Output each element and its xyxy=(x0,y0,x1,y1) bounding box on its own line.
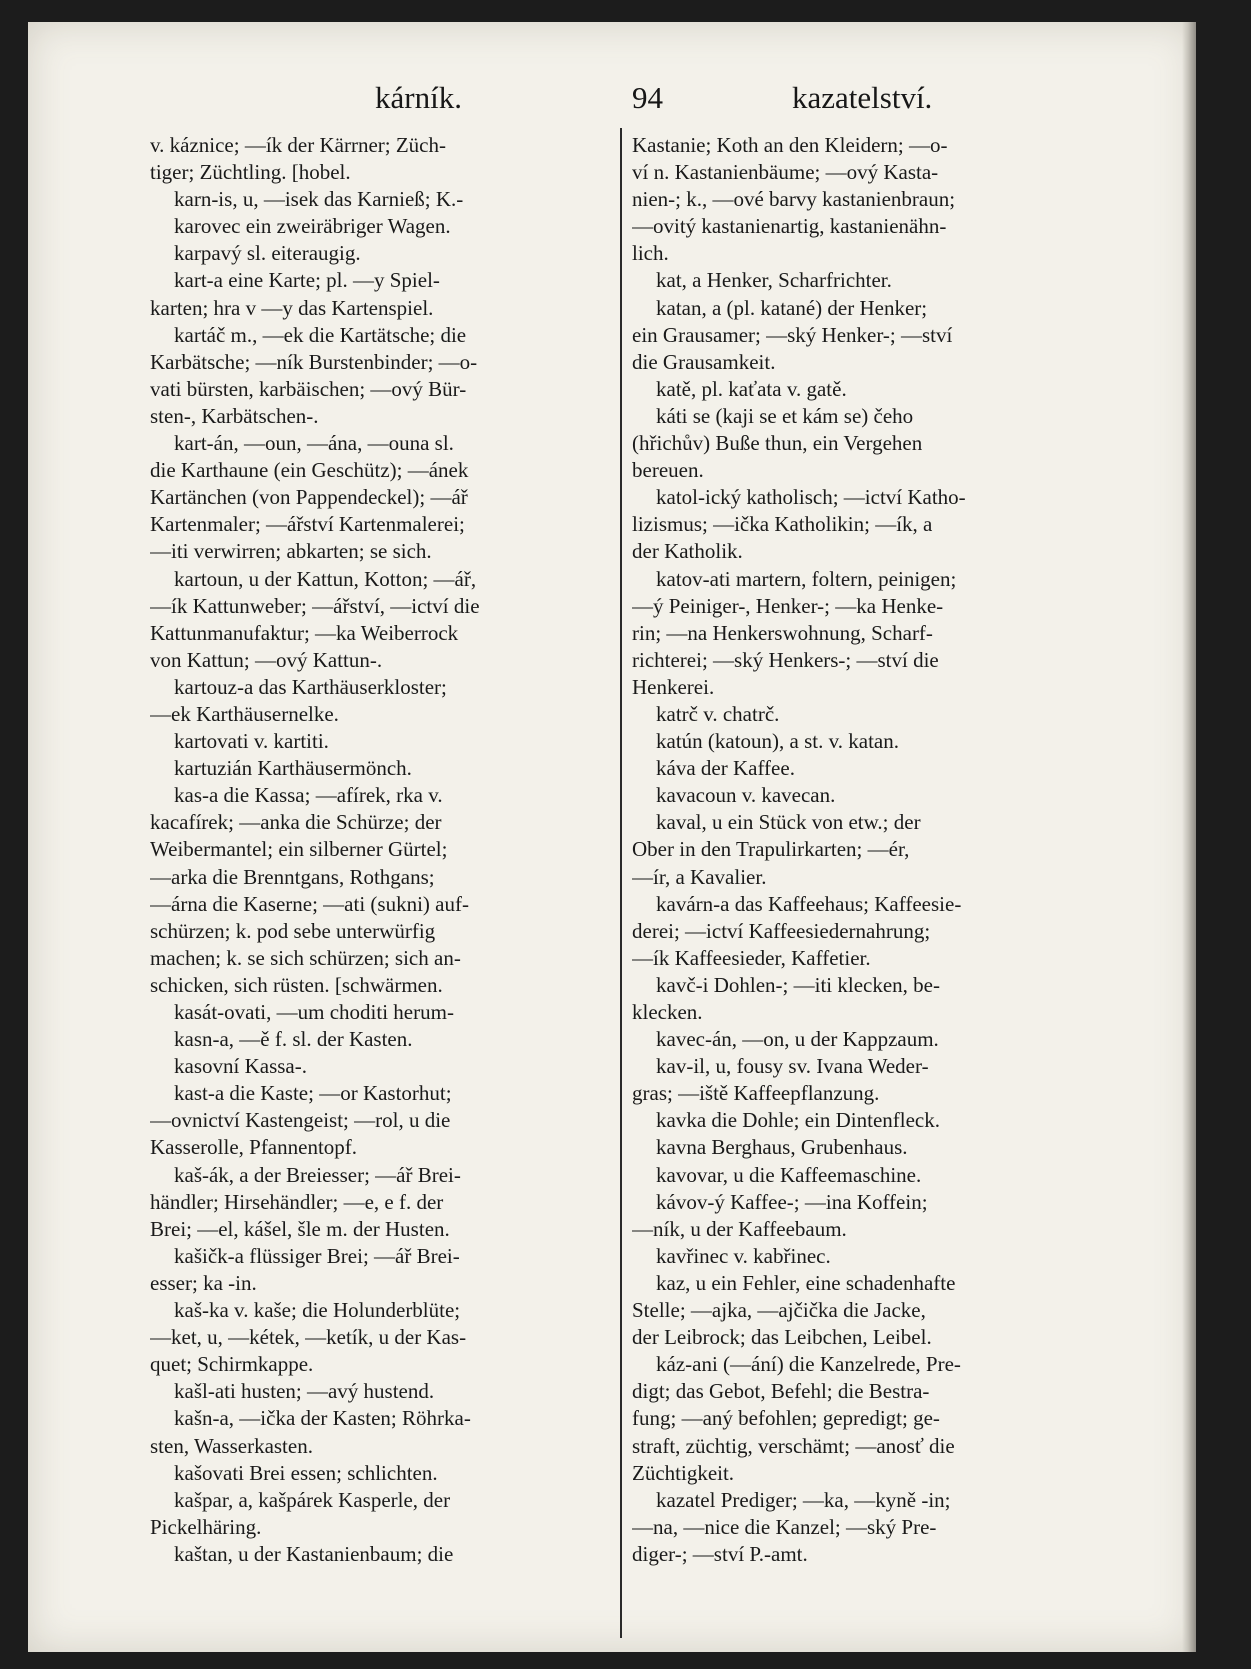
dictionary-line: v. káznice; —ík der Kärrner; Züch- xyxy=(150,133,446,157)
page-number: 94 xyxy=(632,80,663,115)
dictionary-line: kavřinec v. kabřinec. xyxy=(656,1243,831,1268)
dictionary-line: —ovnictví Kastengeist; —rol, u die xyxy=(150,1108,451,1133)
header-last-word: kazatelství. xyxy=(792,80,933,115)
dictionary-line: Kartenmaler; —ářství Kartenmalerei; xyxy=(150,512,465,537)
dictionary-line: die Karthaune (ein Geschütz); —ánek xyxy=(150,458,469,483)
column-divider xyxy=(620,128,622,1638)
dictionary-line: kavárn-a das Kaffeehaus; Kaffeesie- xyxy=(656,891,962,916)
dictionary-line: kasovní Kassa-. xyxy=(174,1054,307,1079)
dictionary-line: (hřichův) Buße thun, ein Vergehen xyxy=(632,431,923,456)
dictionary-line: kavč-i Dohlen-; —iti klecken, be- xyxy=(656,972,940,997)
dictionary-line: Kartänchen (von Pappendeckel); —ář xyxy=(150,485,468,510)
dictionary-line: karpavý sl. eiteraugig. xyxy=(174,241,361,266)
dictionary-line: Stelle; —ajka, —ajčička die Jacke, xyxy=(632,1298,926,1323)
dictionary-line: karten; hra v —y das Kartenspiel. xyxy=(150,295,434,320)
dictionary-line: die Grausamkeit. xyxy=(632,349,776,374)
dictionary-line: kašičk-a flüssiger Brei; —ář Brei- xyxy=(174,1243,460,1268)
dictionary-line: kartáč m., —ek die Kartätsche; die xyxy=(174,322,467,347)
dictionary-line: kašn-a, —ička der Kasten; Röhrka- xyxy=(174,1406,471,1431)
dictionary-line: ein Grausamer; —ský Henker-; —ství xyxy=(632,322,953,347)
dictionary-line: —arka die Brenntgans, Rothgans; xyxy=(150,864,435,889)
dictionary-line: kasn-a, —ě f. sl. der Kasten. xyxy=(174,1027,413,1052)
dictionary-line: Ober in den Trapulirkarten; —ér, xyxy=(632,837,910,862)
dictionary-line: esser; ka -in. xyxy=(150,1270,257,1295)
dictionary-line: Kastanie; Koth an den Kleidern; —o- xyxy=(632,133,948,157)
dictionary-line: kaz, u ein Fehler, eine schadenhafte xyxy=(656,1270,956,1295)
dictionary-line: schürzen; k. pod sebe unterwürfig xyxy=(150,918,436,943)
dictionary-line: karovec ein zweiräbriger Wagen. xyxy=(174,214,451,239)
dictionary-line: kartuzián Karthäusermönch. xyxy=(174,756,412,781)
dictionary-line: ví n. Kastanienbäume; —ový Kasta- xyxy=(632,160,939,185)
dictionary-line: lich. xyxy=(632,241,669,266)
dictionary-line: klecken. xyxy=(632,1000,703,1024)
dictionary-line: vati bürsten, karbäischen; —ový Bür- xyxy=(150,376,467,401)
dictionary-line: —ek Karthäusernelke. xyxy=(150,701,339,726)
dictionary-line: káz-ani (—ání) die Kanzelrede, Pre- xyxy=(656,1352,961,1377)
dictionary-line: —ý Peiniger-, Henker-; —ka Henke- xyxy=(632,593,944,618)
dictionary-line: Henkerei. xyxy=(632,674,715,699)
dictionary-line: katún (katoun), a st. v. katan. xyxy=(656,729,899,754)
dictionary-line: sten, Wasserkasten. xyxy=(150,1433,313,1458)
dictionary-line: kavec-án, —on, u der Kappzaum. xyxy=(656,1027,939,1052)
dictionary-line: kašpar, a, kašpárek Kasperle, der xyxy=(174,1487,451,1512)
header-first-word: kárník. xyxy=(375,80,462,115)
dictionary-line: Weibermantel; ein silberner Gürtel; xyxy=(150,837,448,862)
dictionary-line: Kasserolle, Pfannentopf. xyxy=(150,1135,358,1160)
dictionary-line: Pickelhäring. xyxy=(150,1514,262,1539)
dictionary-line: kart-a eine Karte; pl. —y Spiel- xyxy=(174,268,440,293)
dictionary-line: kaš-ka v. kaše; die Holunderblüte; xyxy=(174,1298,461,1323)
dictionary-line: fung; —aný befohlen; gepredigt; ge- xyxy=(632,1406,940,1431)
dictionary-line: diger-; —ství P.-amt. xyxy=(632,1541,808,1566)
dictionary-line: kat, a Henker, Scharfrichter. xyxy=(656,268,892,293)
dictionary-line: kast-a die Kaste; —or Kastorhut; xyxy=(174,1081,452,1106)
dictionary-line: schicken, sich rüsten. [schwärmen. xyxy=(150,972,443,997)
dictionary-line: katov-ati martern, foltern, peinigen; xyxy=(656,566,957,591)
dictionary-line: kartoun, u der Kattun, Kotton; —ář, xyxy=(174,566,477,591)
dictionary-line: —ník, u der Kaffeebaum. xyxy=(632,1216,847,1241)
dictionary-line: straft, züchtig, verschämt; —anosť die xyxy=(632,1433,955,1458)
dictionary-line: kavka die Dohle; ein Dintenfleck. xyxy=(656,1108,940,1133)
dictionary-line: quet; Schirmkappe. xyxy=(150,1352,314,1377)
dictionary-line: kávov-ý Kaffee-; —ina Koffein; xyxy=(656,1189,928,1214)
dictionary-line: kas-a die Kassa; —afírek, rka v. xyxy=(174,783,443,808)
dictionary-line: —ír, a Kavalier. xyxy=(632,864,767,889)
dictionary-line: katě, pl. kaťata v. gatě. xyxy=(656,376,847,401)
dictionary-line: von Kattun; —ový Kattun-. xyxy=(150,647,383,672)
dictionary-line: händler; Hirsehändler; —e, e f. der xyxy=(150,1189,444,1214)
dictionary-line: kašovati Brei essen; schlichten. xyxy=(174,1460,438,1485)
dictionary-line: kavovar, u die Kaffeemaschine. xyxy=(656,1162,922,1187)
dictionary-line: bereuen. xyxy=(632,458,704,483)
dictionary-line: —ovitý kastanienartig, kastanienähn- xyxy=(632,214,947,239)
dictionary-line: —iti verwirren; abkarten; se sich. xyxy=(150,539,432,564)
page-edge-shadow xyxy=(1182,22,1196,1652)
dictionary-line: káva der Kaffee. xyxy=(656,756,795,781)
dictionary-line: kaval, u ein Stück von etw.; der xyxy=(656,810,921,835)
dictionary-line: kart-án, —oun, —ána, —ouna sl. xyxy=(174,431,454,456)
dictionary-line: —na, —nice die Kanzel; —ský Pre- xyxy=(632,1514,937,1539)
dictionary-line: karn-is, u, —isek das Karnieß; K.- xyxy=(174,187,464,212)
page-header xyxy=(140,60,1140,130)
dictionary-line: derei; —ictví Kaffeesiedernahrung; xyxy=(632,918,931,943)
dictionary-line: digt; das Gebot, Befehl; die Bestra- xyxy=(632,1379,930,1404)
dictionary-line: kasát-ovati, —um choditi herum- xyxy=(174,1000,454,1024)
dictionary-line: kašl-ati husten; —avý hustend. xyxy=(174,1379,435,1404)
dictionary-line: Karbätsche; —ník Burstenbinder; —o- xyxy=(150,349,478,374)
dictionary-line: tiger; Züchtling. [hobel. xyxy=(150,160,351,185)
dictionary-line: der Katholik. xyxy=(632,539,743,564)
dictionary-line: gras; —iště Kaffeepflanzung. xyxy=(632,1081,880,1106)
dictionary-line: kavna Berghaus, Grubenhaus. xyxy=(656,1135,908,1160)
dictionary-line: —ík Kattunweber; —ářství, —ictví die xyxy=(150,593,480,618)
dictionary-line: kacafírek; —anka die Schürze; der xyxy=(150,810,442,835)
dictionary-line: Brei; —el, kášel, šle m. der Husten. xyxy=(150,1216,450,1241)
dictionary-line: kartovati v. kartiti. xyxy=(174,729,329,754)
dictionary-line: katan, a (pl. katané) der Henker; xyxy=(656,295,928,320)
dictionary-line: rin; —na Henkerswohnung, Scharf- xyxy=(632,620,933,645)
dictionary-line: der Leibrock; das Leibchen, Leibel. xyxy=(632,1325,932,1350)
dictionary-line: richterei; —ský Henkers-; —ství die xyxy=(632,647,939,672)
dictionary-line: sten-, Karbätschen-. xyxy=(150,403,319,428)
dictionary-line: —ket, u, —kétek, —ketík, u der Kas- xyxy=(150,1325,467,1350)
dictionary-line: kazatel Prediger; —ka, —kyně -in; xyxy=(656,1487,951,1512)
dictionary-line: nien-; k., —ové barvy kastanienbraun; xyxy=(632,187,956,212)
dictionary-line: katol-ický katholisch; —ictví Katho- xyxy=(656,485,966,510)
dictionary-line: —árna die Kaserne; —ati (sukni) auf- xyxy=(150,891,469,916)
dictionary-line: kavacoun v. kavecan. xyxy=(656,783,836,808)
dictionary-line: Züchtigkeit. xyxy=(632,1460,735,1485)
left-column xyxy=(150,132,611,1568)
dictionary-line: lizismus; —ička Katholikin; —ík, a xyxy=(632,512,933,537)
dictionary-line: katrč v. chatrč. xyxy=(656,701,780,726)
right-column xyxy=(632,132,1098,1568)
dictionary-line: machen; k. se sich schürzen; sich an- xyxy=(150,945,461,970)
dictionary-line: kaštan, u der Kastanienbaum; die xyxy=(174,1541,454,1566)
dictionary-line: kaš-ák, a der Breiesser; —ář Brei- xyxy=(174,1162,461,1187)
dictionary-line: kav-il, u, fousy sv. Ivana Weder- xyxy=(656,1054,929,1079)
dictionary-line: —ík Kaffeesieder, Kaffetier. xyxy=(632,945,871,970)
dictionary-line: Kattunmanufaktur; —ka Weiberrock xyxy=(150,620,459,645)
dictionary-line: káti se (kaji se et kám se) čeho xyxy=(656,403,914,428)
dictionary-line: kartouz-a das Karthäuserkloster; xyxy=(174,674,447,699)
